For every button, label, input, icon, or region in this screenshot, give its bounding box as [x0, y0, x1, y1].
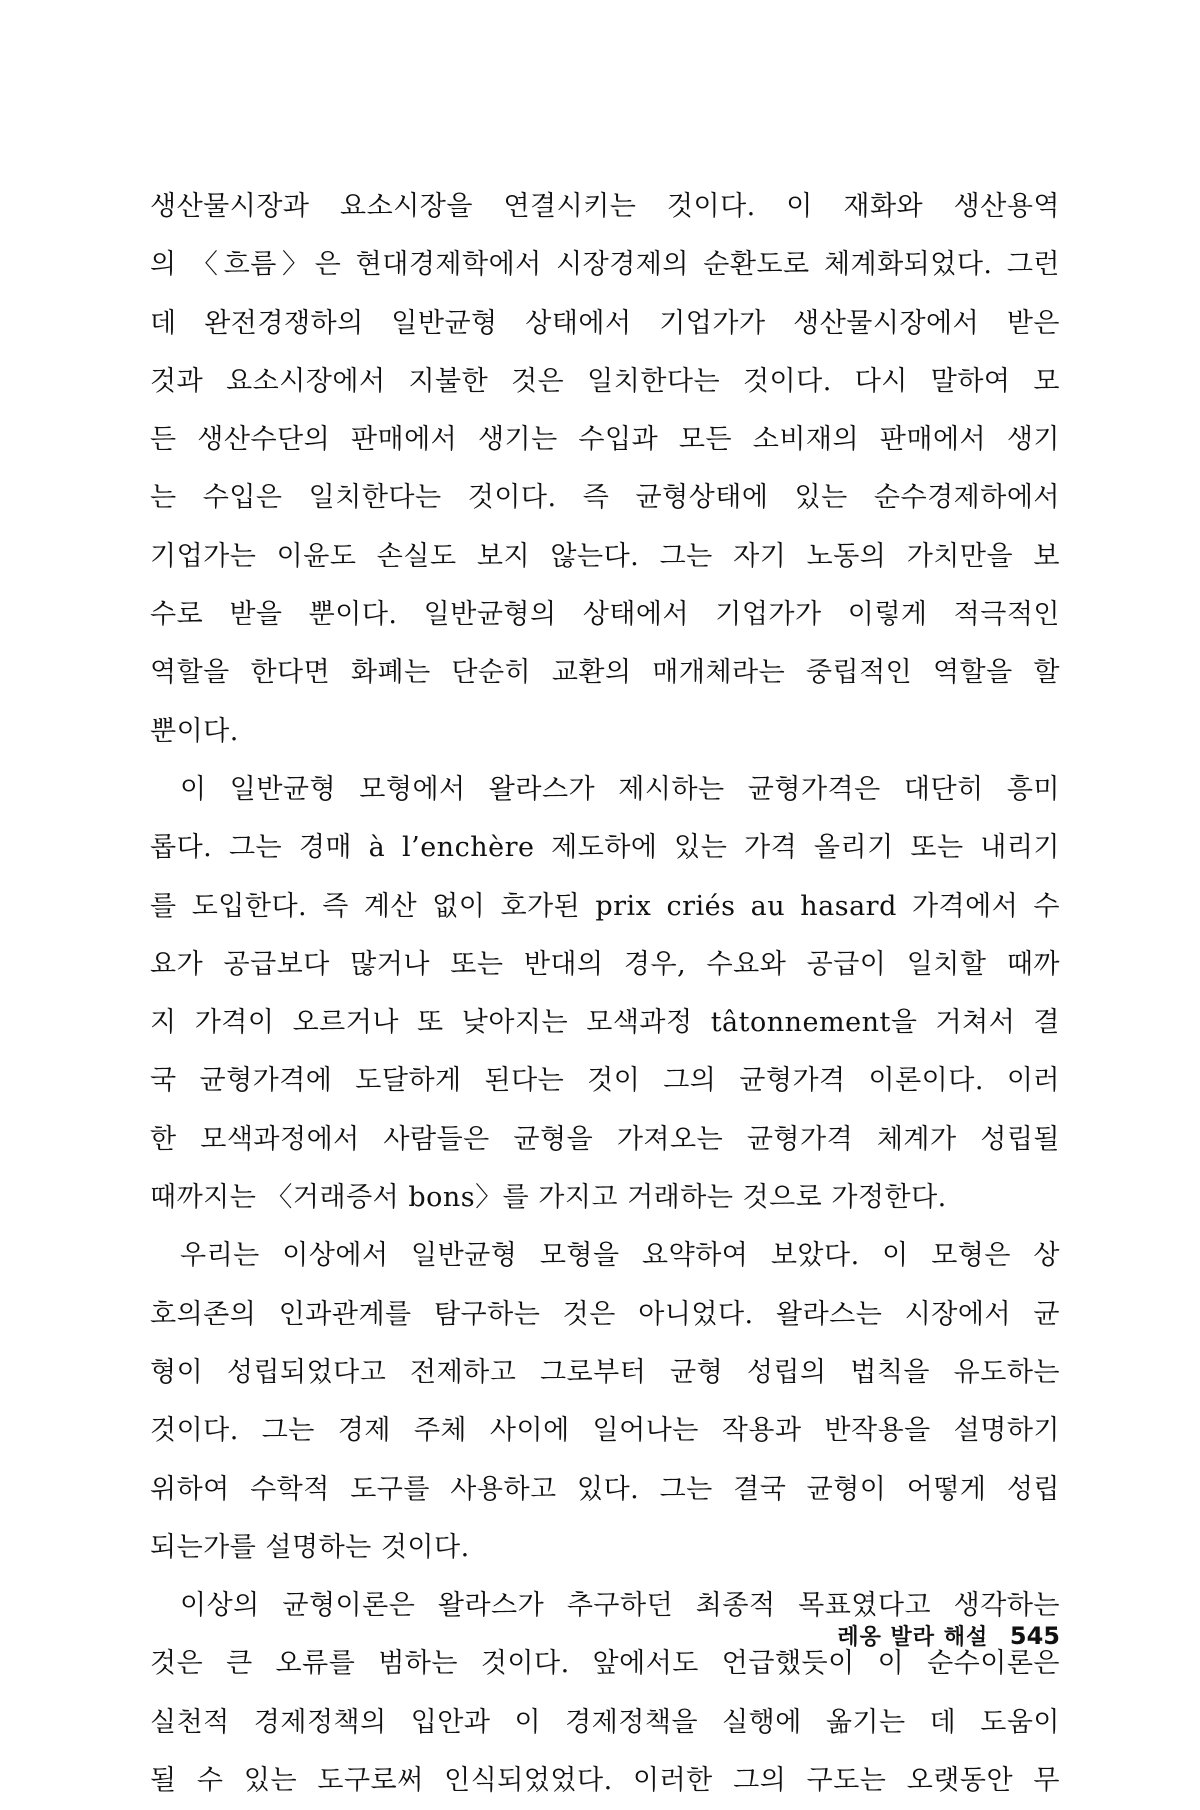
page-number: 545: [1009, 1622, 1060, 1650]
paragraph-4: [150, 1577, 1060, 1810]
running-head: 레옹 발라 해설: [837, 1625, 989, 1650]
text-line: 롭다. 그는 경매 à l’enchère 제도하에 있는 가격 올리기 또는 내리기: [150, 832, 1060, 864]
text-line: 것과 요소시장에서 지불한 것은 일치한다는 것이다. 다시 말하여 모: [150, 365, 1060, 397]
text-line: 때까지는 〈거래증서 bons〉를 가지고 거래하는 것으로 가정한다.: [150, 1182, 947, 1214]
text-line: 형이 성립되었다고 전제하고 그로부터 균형 성립의 법칙을 유도하는: [150, 1356, 1060, 1388]
text-line: 생산물시장과 요소시장을 연결시키는 것이다. 이 재화와 생산용역: [150, 191, 1060, 222]
text-line: 우리는 이상에서 일반균형 모형을 요약하여 보았다. 이 모형은 상: [180, 1240, 1060, 1272]
page-footer: [150, 1620, 1060, 1651]
text-line: 될 수 있는 도구로써 인식되었었다. 이러한 그의 구도는 오랫동안 무: [150, 1765, 1060, 1797]
text-line: 이상의 균형이론은 왈라스가 추구하던 최종적 목표였다고 생각하는: [180, 1590, 1060, 1622]
paragraph-1: [150, 178, 1060, 761]
text-line: 지 가격이 오르거나 또 낮아지는 모색과정 tâtonnement을 거쳐서 결: [150, 1007, 1060, 1039]
text-line: 것은 큰 오류를 범하는 것이다. 앞에서도 언급했듯이 이 순수이론은: [150, 1648, 1060, 1680]
text-line: 데 완전경쟁하의 일반균형 상태에서 기업가가 생산물시장에서 받은: [150, 307, 1060, 339]
text-line: 역할을 한다면 화폐는 단순히 교환의 매개체라는 중립적인 역할을 할: [150, 657, 1060, 689]
text-line: 되는가를 설명하는 것이다.: [150, 1531, 470, 1563]
text-line: 를 도입한다. 즉 계산 없이 호가된 prix criés au hasard 가격에서 수: [150, 890, 1060, 922]
text-line: 호의존의 인과관계를 탐구하는 것은 아니었다. 왈라스는 시장에서 균: [150, 1298, 1060, 1330]
text-line: 기업가는 이윤도 손실도 보지 않는다. 그는 자기 노동의 가치만을 보: [150, 540, 1060, 572]
text-line: 한 모색과정에서 사람들은 균형을 가져오는 균형가격 체계가 성립될: [150, 1123, 1060, 1155]
text-line: 뿐이다.: [150, 715, 239, 747]
text-line: 요가 공급보다 많거나 또는 반대의 경우, 수요와 공급이 일치할 때까: [150, 948, 1060, 980]
text-line: 든 생산수단의 판매에서 생기는 수입과 모든 소비재의 판매에서 생기: [150, 424, 1060, 456]
text-line: 국 균형가격에 도달하게 된다는 것이 그의 균형가격 이론이다. 이러: [150, 1065, 1060, 1097]
text-line: 는 수입은 일치한다는 것이다. 즉 균형상태에 있는 순수경제하에서: [150, 482, 1060, 514]
text-line: 의 〈흐름〉은 현대경제학에서 시장경제의 순환도로 체계화되었다. 그런: [150, 249, 1060, 281]
paragraph-3: [150, 1227, 1060, 1577]
text-line: 수로 받을 뿐이다. 일반균형의 상태에서 기업가가 이렇게 적극적인: [150, 599, 1060, 631]
text-line: 것이다. 그는 경제 주체 사이에 일어나는 작용과 반작용을 설명하기: [150, 1415, 1060, 1447]
text-line: 실천적 경제정책의 입안과 이 경제정책을 실행에 옮기는 데 도움이: [150, 1706, 1060, 1738]
text-line: 이 일반균형 모형에서 왈라스가 제시하는 균형가격은 대단히 흥미: [180, 773, 1060, 805]
paragraph-2: [150, 761, 1060, 1227]
text-line: 위하여 수학적 도구를 사용하고 있다. 그는 결국 균형이 어떻게 성립: [150, 1473, 1060, 1505]
body-text: [150, 178, 1060, 1810]
